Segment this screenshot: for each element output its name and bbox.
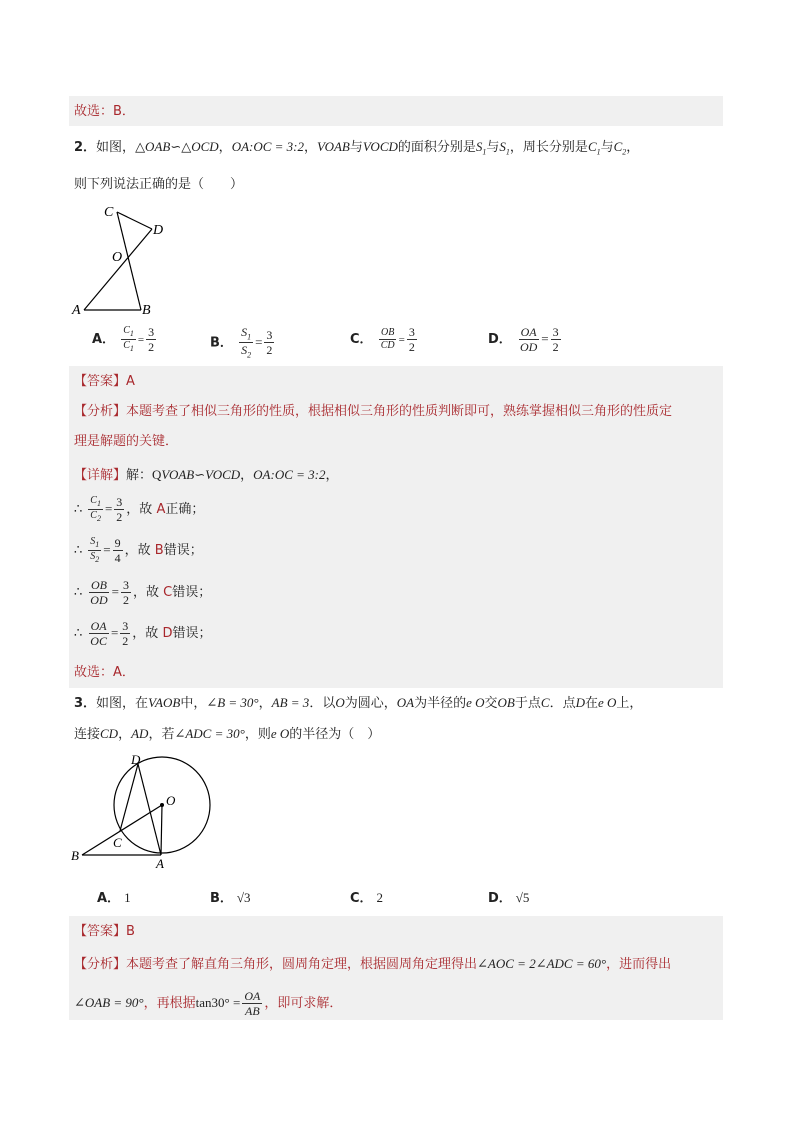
q3-option-b-value: √3 bbox=[236, 890, 251, 905]
q3-label-a: A bbox=[156, 856, 164, 871]
q3-label-b: B bbox=[71, 848, 79, 863]
q2-segment-da bbox=[84, 229, 152, 310]
q3-option-c-label: C． bbox=[350, 891, 373, 906]
q2-step-4: ∴ $\frac{OA}{OC}$ = $\frac{3}{2}$ ，故 D错误； bbox=[74, 619, 212, 648]
q2-answer-tag: 【答案】 bbox=[74, 374, 127, 389]
q3-analysis-line2: ∠OAB = 90°，再根据tan30° = $\frac{OA}{AB}$ ，即可求解． bbox=[74, 989, 343, 1018]
q2-detail-tag: 【详解】 bbox=[74, 468, 127, 483]
q2-option-b-label: B． bbox=[210, 335, 233, 351]
q2-step-4-lhs: $\frac{OA}{OC}$ bbox=[90, 619, 107, 648]
q2-option-c-lhs: $\frac{OB}{CD}$ bbox=[380, 327, 395, 351]
q2-lead: 如图， bbox=[96, 140, 136, 155]
q3-circle-symbol: e O bbox=[466, 695, 485, 710]
q3-angle-adc: ∠ADC = 30° bbox=[174, 726, 245, 741]
q2-ratio: OA:OC = 3:2 bbox=[231, 139, 305, 154]
q2-sep2: ， bbox=[304, 140, 318, 155]
q2-option-c-eq: = bbox=[398, 334, 405, 346]
therefore-icon: ∴ bbox=[74, 626, 83, 641]
q3-triangle: VAOB bbox=[148, 695, 181, 710]
q2-option-b-rhs: $\frac{3}{2}$ bbox=[266, 328, 273, 358]
q3-option-b[interactable] bbox=[210, 887, 251, 906]
q2-sep1: ， bbox=[218, 140, 232, 155]
q2-tri2: VOCD bbox=[362, 139, 398, 154]
therefore-icon: ∴ bbox=[74, 585, 83, 600]
q2-step-2-lhs: $\frac{S_1}{S_2}$ bbox=[90, 536, 100, 564]
q2-s1: $S_1$ bbox=[475, 139, 487, 157]
q2-option-a-rhs: $\frac{3}{2}$ bbox=[148, 325, 155, 354]
q3-label-d: D bbox=[131, 752, 141, 767]
q2-detail-end: ， bbox=[325, 468, 339, 483]
q2-option-d-rhs: $\frac{3}{2}$ bbox=[552, 325, 559, 354]
q2-label-o: O bbox=[112, 250, 123, 265]
q2-option-a-label: A． bbox=[92, 332, 116, 347]
q2-detail-intro: 解： bbox=[126, 468, 153, 483]
q2-step-3: ∴ $\frac{OB}{OD}$ = $\frac{3}{2}$ ，故 C错误； bbox=[74, 578, 212, 607]
q2-step-3-lhs: $\frac{OB}{OD}$ bbox=[90, 578, 108, 607]
q2-step-1: ∴ $\frac{C_1}{C_2}$ = $\frac{3}{2}$ ，故 A正确； bbox=[74, 495, 205, 524]
q3-ab: AB = 3 bbox=[271, 695, 310, 710]
q2-detail-sep: ， bbox=[240, 468, 254, 483]
q2-s2: $S_1$ bbox=[499, 139, 510, 157]
q2-option-d[interactable] bbox=[488, 326, 563, 353]
q3-number: 3． bbox=[74, 696, 97, 711]
q2-perimeter-text: ，周长分别是 bbox=[509, 140, 588, 155]
q2-option-c[interactable] bbox=[350, 326, 419, 353]
q2-final-answer: 故选：A． bbox=[74, 665, 135, 680]
q3-option-b-label: B． bbox=[210, 891, 233, 906]
q1-answer-band bbox=[69, 96, 723, 126]
q2-option-a[interactable] bbox=[92, 326, 158, 353]
q2-label-d: D bbox=[153, 223, 164, 238]
q3-segment-dc bbox=[120, 764, 138, 831]
q2-option-d-label: D． bbox=[488, 332, 512, 347]
q3-center-dot bbox=[160, 803, 164, 807]
q2-label-a: A bbox=[72, 303, 81, 318]
q3-option-d[interactable] bbox=[488, 887, 529, 906]
q3-segment-oa bbox=[161, 805, 162, 855]
q2-step-1-rhs: $\frac{3}{2}$ bbox=[116, 495, 123, 524]
q3-answer-value: B bbox=[126, 924, 135, 939]
q3-analysis-tan: tan30° = bbox=[195, 995, 241, 1010]
q2-c2: $C_2$ bbox=[613, 139, 627, 157]
q3-analysis-frac: $\frac{OA}{AB}$ bbox=[244, 989, 261, 1018]
q2-similarity: △OAB∽△OCD bbox=[135, 139, 219, 154]
q3-answer bbox=[74, 922, 135, 942]
q2-figure bbox=[70, 200, 180, 320]
q3-angle-b: ∠B = 30° bbox=[206, 695, 259, 710]
q1-final-answer: 故选：B． bbox=[74, 104, 135, 119]
q2-and2: 与 bbox=[486, 140, 500, 155]
q2-detail-line bbox=[74, 465, 339, 486]
q2-analysis-line2: 理是解题的关键． bbox=[74, 434, 179, 449]
q3-option-a-label: A． bbox=[97, 891, 121, 906]
q3-stem-line2: 连接CD，AD，若∠ADC = 30°，则e O的半径为（ ） bbox=[74, 726, 381, 742]
q2-option-b-eq: = bbox=[255, 334, 263, 350]
q3-label-c: C bbox=[113, 835, 122, 850]
q2-option-b[interactable] bbox=[210, 326, 276, 360]
q2-and1: 与 bbox=[349, 140, 363, 155]
q2-stem-line1 bbox=[74, 137, 639, 163]
q2-label-c: C bbox=[104, 205, 114, 220]
q3-option-a-value: 1 bbox=[124, 890, 131, 905]
q2-option-d-lhs: $\frac{OA}{OD}$ bbox=[519, 325, 538, 354]
q3-segment-da bbox=[138, 764, 161, 855]
q2-detail-ratio: OA:OC = 3:2 bbox=[253, 467, 326, 482]
therefore-icon: ∴ bbox=[74, 502, 83, 517]
q3-option-c-value: 2 bbox=[376, 890, 384, 905]
q2-option-c-rhs: $\frac{3}{2}$ bbox=[408, 325, 415, 354]
q2-segment-cd bbox=[117, 212, 152, 229]
q2-analysis-tag: 【分析】 bbox=[74, 404, 127, 419]
q2-stem-line2: 则下列说法正确的是（ ） bbox=[74, 177, 244, 192]
q2-option-b-lhs: $\frac{S_1}{S_2}$ bbox=[241, 325, 252, 360]
q2-and3: 与 bbox=[600, 140, 614, 155]
q2-detail-sim: VOAB∽VOCD bbox=[161, 467, 241, 482]
therefore-icon: ∴ bbox=[74, 543, 83, 558]
q2-option-a-eq: = bbox=[137, 334, 145, 346]
q2-number: 2． bbox=[74, 140, 97, 155]
q2-step-3-rhs: $\frac{3}{2}$ bbox=[122, 578, 129, 607]
q2-analysis-text1: 本题考查了相似三角形的性质，根据相似三角形的性质判断即可，熟练掌握相似三角形的性质定 bbox=[126, 404, 673, 419]
q2-option-c-label: C． bbox=[350, 332, 373, 347]
q2-label-b: B bbox=[142, 303, 151, 318]
q3-analysis-tag: 【分析】 bbox=[74, 957, 127, 972]
q2-step-1-lhs: $\frac{C_1}{C_2}$ bbox=[90, 495, 101, 523]
q2-detail-q: Q bbox=[152, 467, 162, 482]
q3-option-d-value: √5 bbox=[515, 890, 530, 905]
q3-stem-line1: 3．如图，在VAOB中，∠B = 30°，AB = 3．以O为圆心，OA为半径的e O交OB于点C．点D在e O上， bbox=[74, 695, 643, 711]
q2-step-4-rhs: $\frac{3}{2}$ bbox=[122, 619, 129, 648]
q2-analysis-line1 bbox=[74, 402, 672, 422]
q3-analysis-line1: 【分析】本题考查了解直角三角形，圆周角定理，根据圆周角定理得出∠AOC = 2∠ADC = 60°，进而得出 bbox=[74, 956, 672, 972]
q2-c1: $C_1$ bbox=[587, 139, 601, 157]
q3-option-a[interactable] bbox=[97, 887, 131, 906]
q2-end: ， bbox=[626, 140, 640, 155]
q3-option-c[interactable] bbox=[350, 887, 383, 906]
q3-option-d-label: D． bbox=[488, 891, 512, 906]
q3-answer-tag: 【答案】 bbox=[74, 924, 127, 939]
q3-label-o: O bbox=[166, 793, 176, 808]
q2-answer bbox=[74, 372, 135, 392]
q2-option-a-lhs: $\frac{C_1}{C_1}$ bbox=[123, 325, 134, 353]
q3-analysis-oab: ∠OAB = 90° bbox=[74, 995, 144, 1010]
q2-answer-value: A bbox=[126, 374, 135, 389]
q2-tri1: VOAB bbox=[317, 139, 350, 154]
q3-analysis-angle: ∠AOC = 2∠ADC = 60° bbox=[477, 956, 607, 971]
q2-area-text: 的面积分别是 bbox=[397, 140, 476, 155]
q3-figure bbox=[68, 752, 218, 874]
q2-step-2: ∴ $\frac{S_1}{S_2}$ = $\frac{9}{4}$ ，故 B错误； bbox=[74, 536, 203, 565]
q2-step-2-rhs: $\frac{9}{4}$ bbox=[114, 536, 121, 565]
q2-option-d-eq: = bbox=[541, 331, 549, 346]
